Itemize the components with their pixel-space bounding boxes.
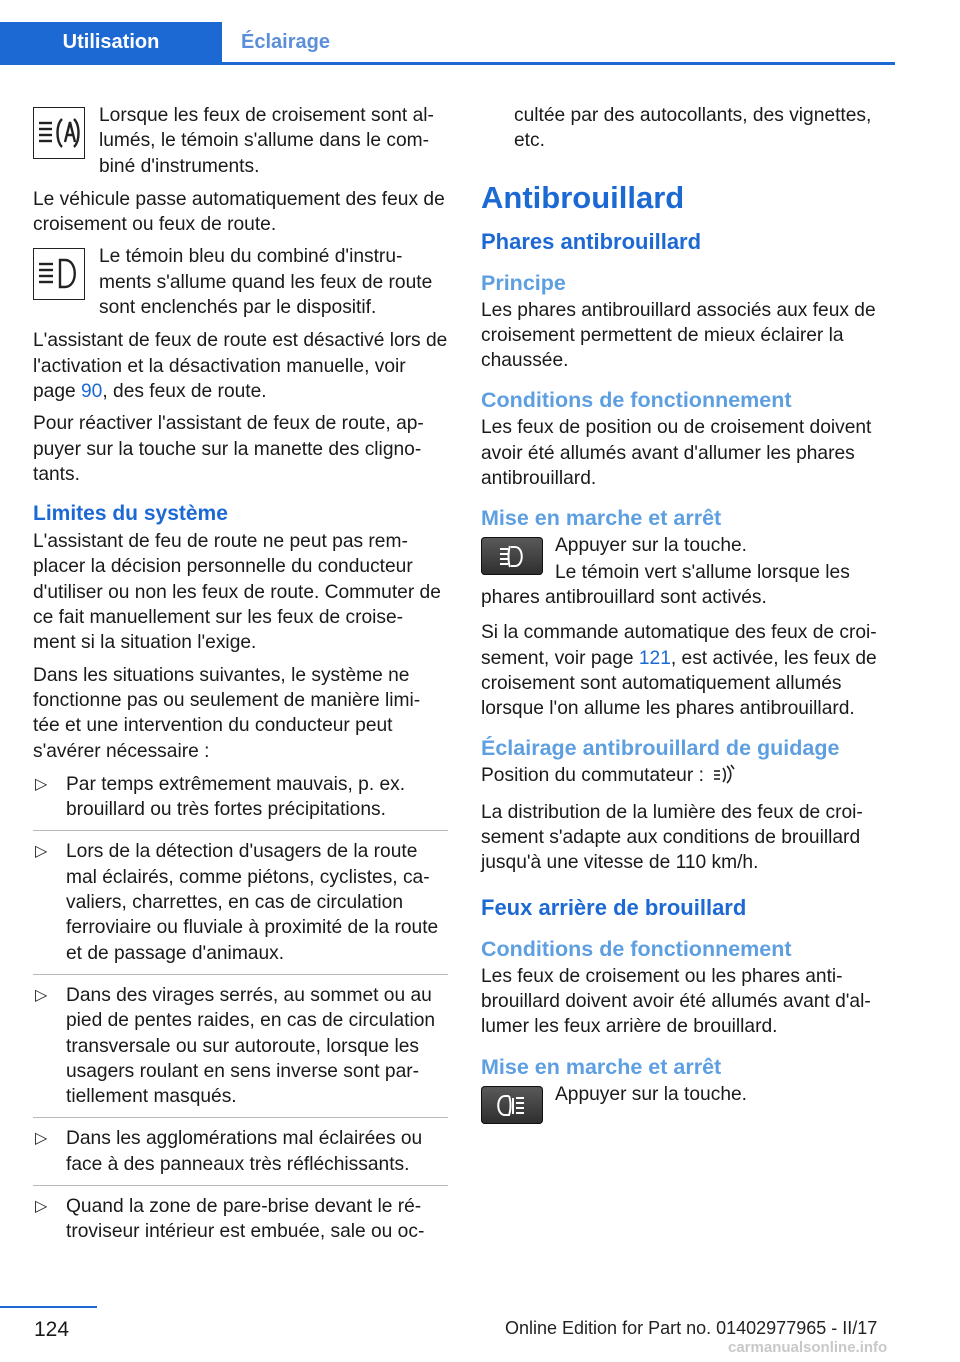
triangle-bullet-icon: ▷ [35, 986, 48, 1004]
front-fog-button-icon[interactable] [481, 537, 543, 575]
list-item: ▷ Dans des virages serrés, au sommet ou au pied de pentes raides, en cas de circulation transversale ou sur autoroute, lorsque les usagers roulant en sens inverse sont par‐ tiellement masqués. [33, 983, 448, 1118]
list-item: ▷ Lors de la détection d'usagers de la route mal éclairés, comme piétons, cyclistes, ca‐ valiers, charrettes, en cas de circulation ferroviaire ou fluviale à proximité de la route et de passage d'animaux. [33, 839, 448, 974]
heading-guidage: Éclairage antibrouillard de guidage [481, 736, 840, 761]
para-reactivate: Pour réactiver l'assistant de feux de route, ap‐ puyer sur la touche sur la manette des cligno‐ tants. [33, 413, 424, 485]
left-column [33, 103, 448, 1261]
guide-light-icon [712, 763, 736, 792]
edition-text: Online Edition for Part no. 01402977965 - II/17 [505, 1318, 878, 1338]
para-deactivation: L'assistant de feux de route est désactivé lors de l'activation et la désactivation manuelle, voir page 90, des feux de route. [33, 330, 448, 402]
page-link-90[interactable]: 90 [81, 380, 103, 402]
para-press-front: Appuyer sur la touche. [555, 535, 747, 557]
para-distribution: La distribution de la lumière des feux de croi‐ sement s'adapte aux conditions de brouillard jusqu'à une vitesse de 110 km/h. [481, 801, 863, 874]
high-beam-icon [33, 248, 85, 300]
heading-conditions-rear: Conditions de fonctionnement [481, 936, 792, 961]
auto-headlight-icon [33, 107, 85, 159]
para-conditions-front: Les feux de position ou de croisement doivent avoir été allumés avant d'allumer les phares antibrouillard. [481, 417, 872, 490]
tab-eclairage[interactable]: Éclairage [241, 31, 330, 53]
para-limits: L'assistant de feu de route ne peut pas rem‐ placer la décision personnelle du conducteur d'utiliser ou non les feux de route. Commuter de ce fait manuellement sur les feux de croise‐ ment si la situation l'exige. [33, 531, 441, 654]
triangle-bullet-icon: ▷ [35, 843, 48, 861]
list-item: ▷ Par temps extrêmement mauvais, p. ex. brouillard ou très fortes précipitations. [33, 772, 448, 832]
list-item: ▷ Quand la zone de pare-brise devant le ré‐ troviseur intérieur est embuée, sale ou oc‐ [35, 1195, 425, 1243]
heading-limits: Limites du système [33, 502, 228, 526]
high-beam-note [33, 244, 448, 320]
page-number: 124 [34, 1318, 70, 1341]
heading-front-fog: Phares antibrouillard [481, 228, 702, 254]
rear-fog-button-icon[interactable] [481, 1086, 543, 1124]
para-principe: Les phares antibrouillard associés aux feux de croisement permettent de mieux éclairer la chaussée. [481, 299, 876, 372]
heading-onoff-rear: Mise en marche et arrêt [481, 1054, 722, 1079]
front-fog-button-row [481, 533, 891, 558]
para-auto-low-beam: Si la commande automatique des feux de croi‐ sement, voir page 121, est activée, les feux de croisement sont automatiquement allumés lorsque l'on allume les phares antibrouillard. [481, 622, 877, 720]
rear-fog-button-row [481, 1082, 891, 1107]
limits-list [33, 772, 448, 1253]
heading-conditions-front: Conditions de fonctionnement [481, 388, 792, 413]
bullet-continuation: cultée par des autocollants, des vignettes, etc. [514, 105, 872, 152]
page-link-121[interactable]: 121 [638, 647, 671, 669]
triangle-bullet-icon: ▷ [35, 1130, 48, 1148]
heading-principe: Principe [481, 270, 566, 295]
para-conditions-rear: Les feux de croisement ou les phares anti‐ brouillard doivent avoir été allumés avant d'al‐ lumer les feux arrière de brouillard. [481, 965, 871, 1038]
para-press-rear: Appuyer sur la touche. [555, 1083, 747, 1105]
para-green-indicator: Le témoin vert s'allume lorsque les phares antibrouillard sont activés. [481, 561, 850, 608]
triangle-bullet-icon: ▷ [35, 1197, 48, 1215]
heading-rear-fog: Feux arrière de brouillard [481, 894, 747, 920]
auto-low-beam-text: Lorsque les feux de croisement sont al‐ lumés, le témoin s'allume dans le com‐ biné d'instruments. [99, 105, 434, 177]
right-column [481, 103, 891, 1114]
list-item: ▷ Dans les agglomérations mal éclairées ou face à des panneaux très réfléchissants. [33, 1126, 448, 1186]
para-situations: Dans les situations suivantes, le système ne fonctionne pas ou seulement de manière limi‐ tée et une intervention du conducteur peut s'avérer nécessaire : [33, 664, 421, 762]
watermark: carmanualsonline.info [728, 1339, 888, 1356]
para-switch-beams: Le véhicule passe automatiquement des feux de croisement ou feux de route. [33, 188, 445, 236]
auto-low-beam-note [33, 103, 448, 179]
high-beam-text: Le témoin bleu du combiné d'instru‐ ments s'allume quand les feux de route sont enclenchés par le dispositif. [99, 246, 433, 319]
tab-utilisation[interactable]: Utilisation [0, 22, 222, 62]
header-bar [0, 22, 895, 65]
heading-antibrouillard: Antibrouillard [481, 179, 685, 215]
para-switch-position: Position du commutateur : [481, 763, 891, 792]
heading-onoff-front: Mise en marche et arrêt [481, 506, 722, 531]
footer-rule [0, 1306, 97, 1308]
triangle-bullet-icon: ▷ [35, 775, 48, 793]
